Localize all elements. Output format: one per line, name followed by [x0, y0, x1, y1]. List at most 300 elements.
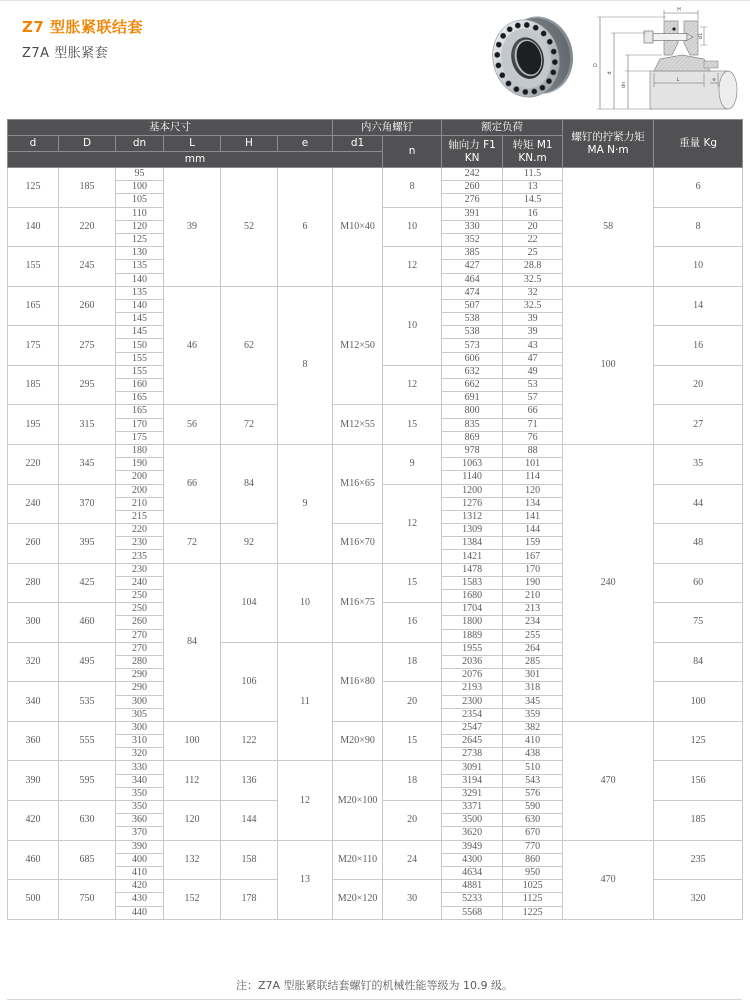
cell-MA: 100: [563, 286, 654, 444]
cell-dn: 210: [116, 497, 164, 510]
cell-dn: 190: [116, 458, 164, 471]
cell-weight: 48: [654, 524, 743, 564]
cell-d: 155: [8, 247, 59, 287]
cell-torque: 144: [503, 524, 563, 537]
cell-torque: 120: [503, 484, 563, 497]
cell-torque: 670: [503, 827, 563, 840]
cell-n: 18: [383, 642, 442, 682]
header-basic-dimensions: 基本尺寸: [8, 120, 333, 136]
cell-torque: 438: [503, 748, 563, 761]
cell-d1: M16×75: [333, 563, 383, 642]
cell-dn: 440: [116, 906, 164, 919]
cell-dn: 110: [116, 207, 164, 220]
cell-torque: 22: [503, 233, 563, 246]
cell-dn: 135: [116, 286, 164, 299]
cell-n: 9: [383, 444, 442, 484]
cell-D: 345: [59, 444, 116, 484]
cell-axial-force: 3949: [442, 840, 503, 853]
cell-torque: 1125: [503, 893, 563, 906]
header-D: D: [59, 136, 116, 152]
cell-dn: 145: [116, 313, 164, 326]
cell-D: 595: [59, 761, 116, 801]
cell-weight: 20: [654, 365, 743, 405]
cell-torque: 167: [503, 550, 563, 563]
cell-L: 132: [164, 840, 221, 880]
cell-torque: 32.5: [503, 299, 563, 312]
cell-torque: 25: [503, 247, 563, 260]
cell-d1: M10×40: [333, 168, 383, 287]
cell-dn: 125: [116, 233, 164, 246]
cell-dn: 160: [116, 379, 164, 392]
cell-D: 395: [59, 524, 116, 564]
header-L: L: [164, 136, 221, 152]
cell-dn: 145: [116, 326, 164, 339]
cell-dn: 100: [116, 181, 164, 194]
cell-d1: M16×80: [333, 642, 383, 721]
cell-dn: 95: [116, 168, 164, 181]
cell-dn: 250: [116, 590, 164, 603]
page-title: Z7 型胀紧联结套: [22, 18, 144, 36]
cell-torque: 1225: [503, 906, 563, 919]
cell-axial-force: 3091: [442, 761, 503, 774]
cell-weight: 35: [654, 444, 743, 484]
cell-torque: 301: [503, 669, 563, 682]
cell-dn: 175: [116, 431, 164, 444]
cell-D: 460: [59, 603, 116, 643]
cell-D: 295: [59, 365, 116, 405]
cell-torque: 264: [503, 642, 563, 655]
cell-axial-force: 1309: [442, 524, 503, 537]
header-d: d: [8, 136, 59, 152]
cell-H: 92: [221, 524, 278, 564]
cell-n: 15: [383, 563, 442, 603]
cell-axial-force: 1680: [442, 590, 503, 603]
cell-dn: 300: [116, 721, 164, 734]
cell-H: 144: [221, 801, 278, 841]
cell-e: 12: [278, 761, 333, 840]
cell-dn: 200: [116, 484, 164, 497]
cell-dn: 330: [116, 761, 164, 774]
cell-L: 84: [164, 563, 221, 721]
cell-torque: 20: [503, 220, 563, 233]
cell-dn: 135: [116, 260, 164, 273]
cell-torque: 39: [503, 313, 563, 326]
cell-H: 106: [221, 642, 278, 721]
cell-d: 300: [8, 603, 59, 643]
cell-torque: 159: [503, 537, 563, 550]
cell-torque: 210: [503, 590, 563, 603]
cell-D: 750: [59, 880, 116, 920]
cell-n: 16: [383, 603, 442, 643]
cell-D: 245: [59, 247, 116, 287]
technical-drawing: [592, 3, 747, 115]
header-tightening-torque: [563, 120, 654, 168]
cell-weight: 10: [654, 247, 743, 287]
cell-axial-force: 662: [442, 379, 503, 392]
cell-dn: 390: [116, 840, 164, 853]
cell-torque: 345: [503, 695, 563, 708]
cell-weight: 100: [654, 682, 743, 722]
cell-d: 185: [8, 365, 59, 405]
cell-torque: 359: [503, 708, 563, 721]
cell-n: 18: [383, 761, 442, 801]
cell-axial-force: 3194: [442, 774, 503, 787]
cell-weight: 60: [654, 563, 743, 603]
cell-d1: M16×65: [333, 444, 383, 523]
cell-torque: 576: [503, 787, 563, 800]
cell-d: 220: [8, 444, 59, 484]
cell-torque: 318: [503, 682, 563, 695]
cell-H: 136: [221, 761, 278, 801]
cell-n: 30: [383, 880, 442, 920]
header-hex-screws: 内六角螺钉: [333, 120, 442, 136]
table-header: [8, 120, 743, 168]
cell-axial-force: 1800: [442, 616, 503, 629]
cell-torque: 141: [503, 510, 563, 523]
cell-MA: 470: [563, 721, 654, 840]
cell-torque: 170: [503, 563, 563, 576]
cell-MA: 58: [563, 168, 654, 287]
cell-n: 15: [383, 721, 442, 761]
cell-axial-force: 2547: [442, 721, 503, 734]
cell-axial-force: 330: [442, 220, 503, 233]
cell-axial-force: 427: [442, 260, 503, 273]
cell-d1: M16×70: [333, 524, 383, 564]
cell-D: 685: [59, 840, 116, 880]
cell-torque: 53: [503, 379, 563, 392]
header-rated-load: 额定负荷: [442, 120, 563, 136]
cell-L: 100: [164, 721, 221, 761]
cell-dn: 140: [116, 299, 164, 312]
cell-dn: 130: [116, 247, 164, 260]
cell-dn: 165: [116, 392, 164, 405]
cell-L: 56: [164, 405, 221, 445]
header-axial-force: 轴向力 F1 KN: [442, 136, 503, 168]
cell-torque: 43: [503, 339, 563, 352]
cell-weight: 235: [654, 840, 743, 880]
cell-torque: 101: [503, 458, 563, 471]
cell-d: 125: [8, 168, 59, 208]
cell-torque: 32.5: [503, 273, 563, 286]
cell-dn: 220: [116, 524, 164, 537]
cell-H: 158: [221, 840, 278, 880]
cell-H: 122: [221, 721, 278, 761]
product-photo: [483, 13, 573, 103]
header-weight: 重量 Kg: [654, 120, 743, 168]
cell-dn: 310: [116, 735, 164, 748]
cell-axial-force: 1478: [442, 563, 503, 576]
cell-H: 72: [221, 405, 278, 445]
cell-d: 260: [8, 524, 59, 564]
header-torque: 转矩 M1 KN.m: [503, 136, 563, 168]
cell-axial-force: 1421: [442, 550, 503, 563]
cell-n: 10: [383, 286, 442, 365]
cell-dn: 230: [116, 563, 164, 576]
cell-d: 390: [8, 761, 59, 801]
cell-torque: 76: [503, 431, 563, 444]
cell-d1: M20×120: [333, 880, 383, 920]
cell-e: 13: [278, 840, 333, 919]
cell-d: 280: [8, 563, 59, 603]
cell-d: 140: [8, 207, 59, 247]
cell-axial-force: 2354: [442, 708, 503, 721]
cell-torque: 630: [503, 814, 563, 827]
table-row: [8, 286, 743, 299]
header-d1: d1: [333, 136, 383, 152]
cell-torque: 13: [503, 181, 563, 194]
cell-torque: 11.5: [503, 168, 563, 181]
cell-weight: 84: [654, 642, 743, 682]
cell-dn: 155: [116, 365, 164, 378]
cell-n: 20: [383, 801, 442, 841]
cell-d: 195: [8, 405, 59, 445]
cell-dn: 180: [116, 444, 164, 457]
tightening-line2: MA N·m: [587, 143, 629, 156]
cell-dn: 140: [116, 273, 164, 286]
cell-d: 340: [8, 682, 59, 722]
dim-label-dn: dn: [621, 81, 627, 89]
cell-dn: 300: [116, 695, 164, 708]
cell-d: 500: [8, 880, 59, 920]
dim-label-D: D: [593, 63, 599, 67]
cell-H: 178: [221, 880, 278, 920]
cell-n: 20: [383, 682, 442, 722]
cell-dn: 290: [116, 682, 164, 695]
cell-axial-force: 538: [442, 313, 503, 326]
header-unit-mm: mm: [8, 152, 383, 168]
cell-weight: 75: [654, 603, 743, 643]
cell-dn: 155: [116, 352, 164, 365]
cell-axial-force: 260: [442, 181, 503, 194]
cell-weight: 44: [654, 484, 743, 524]
cell-dn: 400: [116, 853, 164, 866]
cell-axial-force: 1276: [442, 497, 503, 510]
cell-n: 12: [383, 365, 442, 405]
cell-axial-force: 4300: [442, 853, 503, 866]
cell-axial-force: 3500: [442, 814, 503, 827]
cell-torque: 1025: [503, 880, 563, 893]
cell-axial-force: 800: [442, 405, 503, 418]
cell-e: 10: [278, 563, 333, 642]
cell-axial-force: 2738: [442, 748, 503, 761]
cell-D: 220: [59, 207, 116, 247]
cell-torque: 510: [503, 761, 563, 774]
cell-H: 84: [221, 444, 278, 523]
cell-torque: 47: [503, 352, 563, 365]
cell-axial-force: 3371: [442, 801, 503, 814]
cell-dn: 410: [116, 866, 164, 879]
cell-n: 15: [383, 405, 442, 445]
cell-d1: M12×50: [333, 286, 383, 405]
cell-torque: 382: [503, 721, 563, 734]
cell-D: 495: [59, 642, 116, 682]
cell-d: 175: [8, 326, 59, 366]
cell-axial-force: 242: [442, 168, 503, 181]
cell-axial-force: 691: [442, 392, 503, 405]
cell-torque: 255: [503, 629, 563, 642]
cell-weight: 6: [654, 168, 743, 208]
cell-torque: 285: [503, 655, 563, 668]
page-subtitle: Z7A 型胀紧套: [22, 46, 109, 61]
table-row: [8, 444, 743, 457]
cell-dn: 340: [116, 774, 164, 787]
cell-D: 630: [59, 801, 116, 841]
spec-table: [7, 119, 743, 920]
cell-axial-force: 385: [442, 247, 503, 260]
cell-weight: 14: [654, 286, 743, 326]
cell-dn: 350: [116, 801, 164, 814]
cell-D: 535: [59, 682, 116, 722]
cell-e: 9: [278, 444, 333, 563]
cell-n: 10: [383, 207, 442, 247]
cell-n: 12: [383, 484, 442, 563]
cell-e: 8: [278, 286, 333, 444]
cell-dn: 305: [116, 708, 164, 721]
header-dn: dn: [116, 136, 164, 152]
cell-torque: 234: [503, 616, 563, 629]
cell-dn: 290: [116, 669, 164, 682]
cell-dn: 250: [116, 603, 164, 616]
cell-dn: 165: [116, 405, 164, 418]
cell-dn: 150: [116, 339, 164, 352]
cell-L: 66: [164, 444, 221, 523]
cell-axial-force: 835: [442, 418, 503, 431]
cell-axial-force: 1583: [442, 576, 503, 589]
cell-axial-force: 464: [442, 273, 503, 286]
cell-torque: 770: [503, 840, 563, 853]
cell-dn: 360: [116, 814, 164, 827]
cell-torque: 134: [503, 497, 563, 510]
cell-D: 425: [59, 563, 116, 603]
table-row: [8, 721, 743, 734]
cell-dn: 170: [116, 418, 164, 431]
cell-weight: 125: [654, 721, 743, 761]
cell-weight: 8: [654, 207, 743, 247]
cell-weight: 27: [654, 405, 743, 445]
cell-D: 275: [59, 326, 116, 366]
cell-dn: 280: [116, 655, 164, 668]
cell-torque: 590: [503, 801, 563, 814]
cell-axial-force: 538: [442, 326, 503, 339]
dim-label-L: L: [676, 77, 680, 83]
cell-axial-force: 2300: [442, 695, 503, 708]
cell-axial-force: 3620: [442, 827, 503, 840]
cell-L: 46: [164, 286, 221, 405]
cell-axial-force: 573: [442, 339, 503, 352]
cell-d: 460: [8, 840, 59, 880]
table-row: [8, 168, 743, 181]
cell-dn: 215: [116, 510, 164, 523]
cell-torque: 66: [503, 405, 563, 418]
cell-torque: 14.5: [503, 194, 563, 207]
cell-axial-force: 5568: [442, 906, 503, 919]
cell-d: 320: [8, 642, 59, 682]
cell-axial-force: 1140: [442, 471, 503, 484]
header-H: H: [221, 136, 278, 152]
cell-axial-force: 1200: [442, 484, 503, 497]
cell-weight: 320: [654, 880, 743, 920]
cell-axial-force: 4634: [442, 866, 503, 879]
dim-label-d: d: [607, 71, 613, 75]
cell-axial-force: 1063: [442, 458, 503, 471]
cell-n: 24: [383, 840, 442, 880]
cell-dn: 370: [116, 827, 164, 840]
cell-torque: 950: [503, 866, 563, 879]
cell-torque: 213: [503, 603, 563, 616]
cell-e: 6: [278, 168, 333, 287]
cell-L: 120: [164, 801, 221, 841]
tightening-line1: 螺钉的拧紧力矩: [571, 131, 645, 144]
dim-label-d1: d1: [698, 32, 704, 40]
cell-L: 152: [164, 880, 221, 920]
cell-torque: 410: [503, 735, 563, 748]
cell-L: 72: [164, 524, 221, 564]
cell-axial-force: 1384: [442, 537, 503, 550]
cell-torque: 114: [503, 471, 563, 484]
cell-dn: 235: [116, 550, 164, 563]
dim-label-H: H: [677, 7, 681, 13]
cell-axial-force: 2193: [442, 682, 503, 695]
cell-n: 8: [383, 168, 442, 208]
cell-torque: 39: [503, 326, 563, 339]
cell-torque: 190: [503, 576, 563, 589]
cell-dn: 105: [116, 194, 164, 207]
cell-L: 39: [164, 168, 221, 287]
cell-dn: 270: [116, 642, 164, 655]
cell-H: 104: [221, 563, 278, 642]
cell-d1: M20×110: [333, 840, 383, 880]
cell-axial-force: 869: [442, 431, 503, 444]
cell-D: 555: [59, 721, 116, 761]
cell-dn: 270: [116, 629, 164, 642]
table-body: [8, 168, 743, 920]
cell-axial-force: 276: [442, 194, 503, 207]
header-n: n: [383, 136, 442, 168]
cell-d1: M12×55: [333, 405, 383, 445]
cell-axial-force: 352: [442, 233, 503, 246]
cell-axial-force: 1955: [442, 642, 503, 655]
cell-torque: 57: [503, 392, 563, 405]
cell-axial-force: 606: [442, 352, 503, 365]
cell-torque: 71: [503, 418, 563, 431]
cell-dn: 200: [116, 471, 164, 484]
header-e: e: [278, 136, 333, 152]
cell-axial-force: 2645: [442, 735, 503, 748]
cell-axial-force: 391: [442, 207, 503, 220]
cell-H: 52: [221, 168, 278, 287]
cell-axial-force: 632: [442, 365, 503, 378]
cell-H: 62: [221, 286, 278, 405]
cell-axial-force: 1889: [442, 629, 503, 642]
cell-dn: 420: [116, 880, 164, 893]
cell-axial-force: 5233: [442, 893, 503, 906]
cell-axial-force: 507: [442, 299, 503, 312]
cell-L: 112: [164, 761, 221, 801]
cell-dn: 350: [116, 787, 164, 800]
cell-axial-force: 3291: [442, 787, 503, 800]
cell-axial-force: 2036: [442, 655, 503, 668]
cell-dn: 260: [116, 616, 164, 629]
cell-torque: 543: [503, 774, 563, 787]
footnote: 注：Z7A 型胀紧联结套螺钉的机械性能等级为 10.9 级。: [7, 977, 742, 1000]
cell-dn: 230: [116, 537, 164, 550]
cell-axial-force: 474: [442, 286, 503, 299]
cell-MA: 470: [563, 840, 654, 919]
cell-dn: 120: [116, 220, 164, 233]
cell-dn: 240: [116, 576, 164, 589]
cell-weight: 16: [654, 326, 743, 366]
cell-axial-force: 978: [442, 444, 503, 457]
